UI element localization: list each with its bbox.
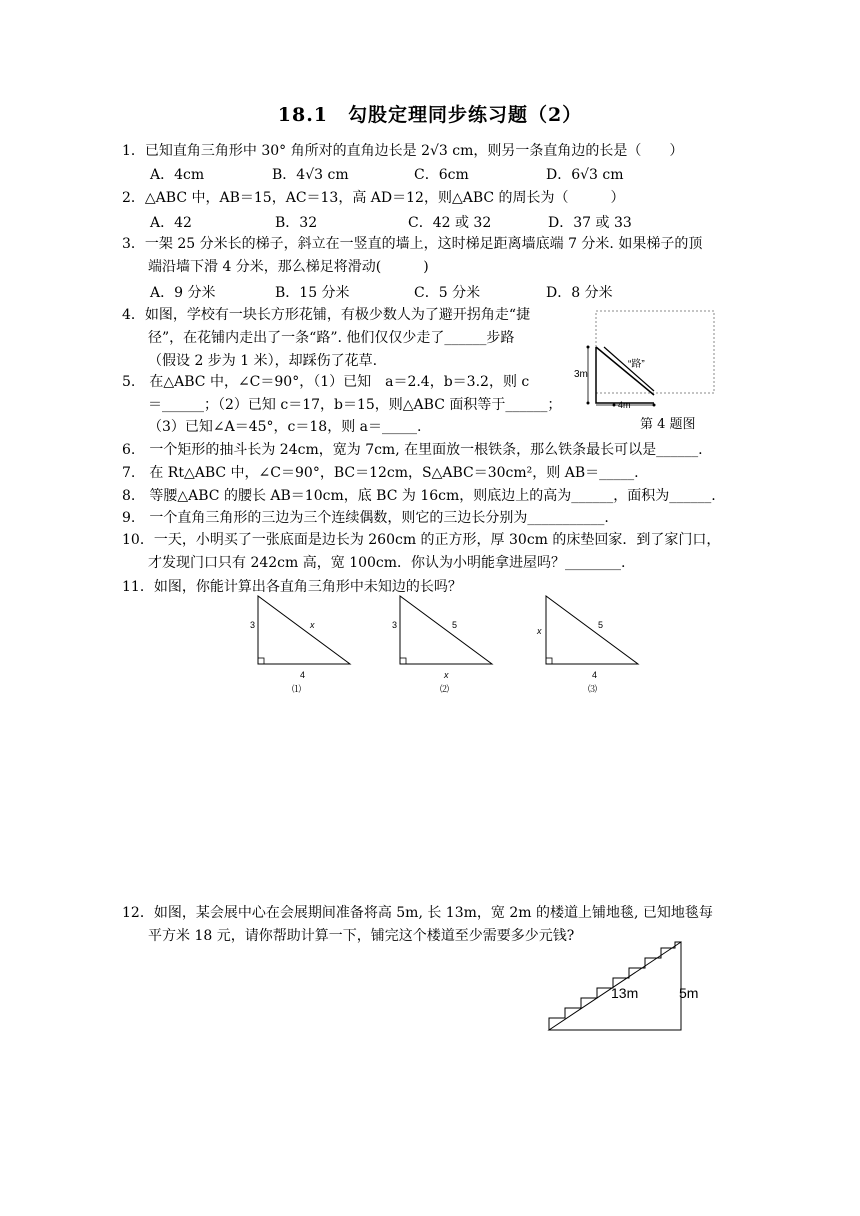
fig2-left-label: 3 xyxy=(392,620,398,630)
label-4m: 4m xyxy=(618,400,631,410)
road-label: “路” xyxy=(628,359,645,370)
q3-option-a: A．9 分米 xyxy=(150,285,216,301)
dim-3m-end-top xyxy=(587,346,590,349)
q2-option-a: A．42 xyxy=(150,215,192,231)
flowerbed-outline xyxy=(596,311,714,393)
q5-line2: ＝______；（2）已知 c＝17，b＝15，则△ABC 面积等于______； xyxy=(148,397,562,413)
q2-option-d: D．37 或 33 xyxy=(548,215,632,231)
q11-figures xyxy=(240,592,660,702)
q4-line2: 径”，在花铺内走出了一条“路”. 他们仅仅少走了______步路 xyxy=(148,330,515,346)
q3-line1: 3．一架 25 分米长的梯子，斜立在一竖直的墙上，这时梯足距离墙底端 7 分米. 如果梯子的顶 xyxy=(122,236,703,252)
corner-path xyxy=(596,347,654,403)
fig2-bottom-label: x xyxy=(444,670,449,680)
fig2-hyp-label: 5 xyxy=(452,620,458,630)
q12-line1: 12．如图，某会展中心在会展期间准备将高 5m, 长 13m，宽 2m 的楼道上铺地毯, 已知地毯每 xyxy=(122,905,713,921)
q3-option-d: D．8 分米 xyxy=(546,285,613,301)
fig3-caption: ⑶ xyxy=(588,684,598,694)
q4-figure xyxy=(570,305,720,430)
q4-line3: （假设 2 步为 1 米），却踩伤了花草. xyxy=(148,353,378,369)
fig3-hyp-label: 5 xyxy=(598,620,604,630)
q3-option-b: B．15 分米 xyxy=(275,285,350,301)
shortcut-road xyxy=(596,347,654,395)
q1-option-b: B．4√3 cm xyxy=(272,167,349,183)
dim-4m-end-right xyxy=(653,404,656,407)
q5-line1: 5. 在△ABC 中，∠C＝90°，（1）已知 a＝2.4，b＝3.2，则 c xyxy=(122,374,530,390)
q1-option-d: D．6√3 cm xyxy=(546,167,624,183)
q1-option-c: C．6cm xyxy=(414,167,469,183)
dim-3m-end-bottom xyxy=(587,402,590,405)
fig1-caption: ⑴ xyxy=(292,684,302,694)
q4-line1: 4．如图，学校有一块长方形花铺，有极少数人为了避开拐角走“捷 xyxy=(122,307,531,323)
triangle-figure-2 xyxy=(392,596,492,694)
fig3-bottom-label: 4 xyxy=(592,670,598,680)
fig2-caption: ⑵ xyxy=(440,684,450,694)
fig1-hyp-label: x xyxy=(310,620,315,630)
q8: 8. 等腰△ABC 的腰长 AB＝10cm，底 BC 为 16cm，则底边上的高为______，面积为______. xyxy=(122,488,716,504)
q3-option-c: C．5 分米 xyxy=(414,285,481,301)
label-13m: 13m xyxy=(611,985,639,1001)
fig3-left-label: x xyxy=(537,626,542,636)
page-title: 18.1 勾股定理同步练习题（2） xyxy=(277,104,583,126)
q4-figure-caption: 第 4 题图 xyxy=(640,417,696,432)
label-5m: 5m xyxy=(679,985,699,1001)
fig1-bottom-label: 4 xyxy=(300,670,306,680)
q2-stem: 2．△ABC 中，AB＝15，AC＝13，高 AD＝12，则△ABC 的周长为（ ） xyxy=(122,190,625,206)
q1-option-a: A．4cm xyxy=(150,167,205,183)
triangle-figure-1 xyxy=(250,596,350,694)
q2-option-b: B．32 xyxy=(275,215,318,231)
label-3m: 3m xyxy=(574,369,588,380)
q7: 7. 在 Rt△ABC 中，∠C＝90°，BC＝12cm，S△ABC＝30cm²，则 AB＝_____. xyxy=(122,465,639,481)
fig1-left-label: 3 xyxy=(250,620,256,630)
q9: 9. 一个直角三角形的三边为三个连续偶数，则它的三边长分别为___________. xyxy=(122,510,609,526)
q10-line2: 才发现门口只有 242cm 高，宽 100cm．你认为小明能拿进屋吗？________. xyxy=(148,555,626,571)
q11-stem: 11．如图，你能计算出各直角三角形中未知边的长吗？ xyxy=(122,579,462,595)
q12-line2: 平方米 18 元，请你帮助计算一下，铺完这个楼道至少需要多少元钱? xyxy=(148,928,575,944)
dim-4m-end-left xyxy=(613,404,616,407)
q3-line2: 端沿墙下滑 4 分米，那么梯足将滑动( ) xyxy=(148,259,429,275)
q10-line1: 10．一天，小明买了一张底面是边长为 260cm 的正方形，厚 30cm 的床垫回家．到了家门口， xyxy=(122,532,721,548)
q6: 6. 一个矩形的抽斗长为 24cm，宽为 7cm, 在里面放一根铁条，那么铁条最长可以是______. xyxy=(122,442,703,458)
q5-line3: （3）已知∠A＝45°，c＝18，则 a＝_____. xyxy=(148,419,422,435)
staircase-figure xyxy=(545,940,715,1035)
q1-stem: 1．已知直角三角形中 30° 角所对的直角边长是 2√3 cm，则另一条直角边的长是（ ） xyxy=(122,143,684,159)
q2-option-c: C．42 或 32 xyxy=(408,215,492,231)
triangle-figure-3 xyxy=(536,596,638,694)
